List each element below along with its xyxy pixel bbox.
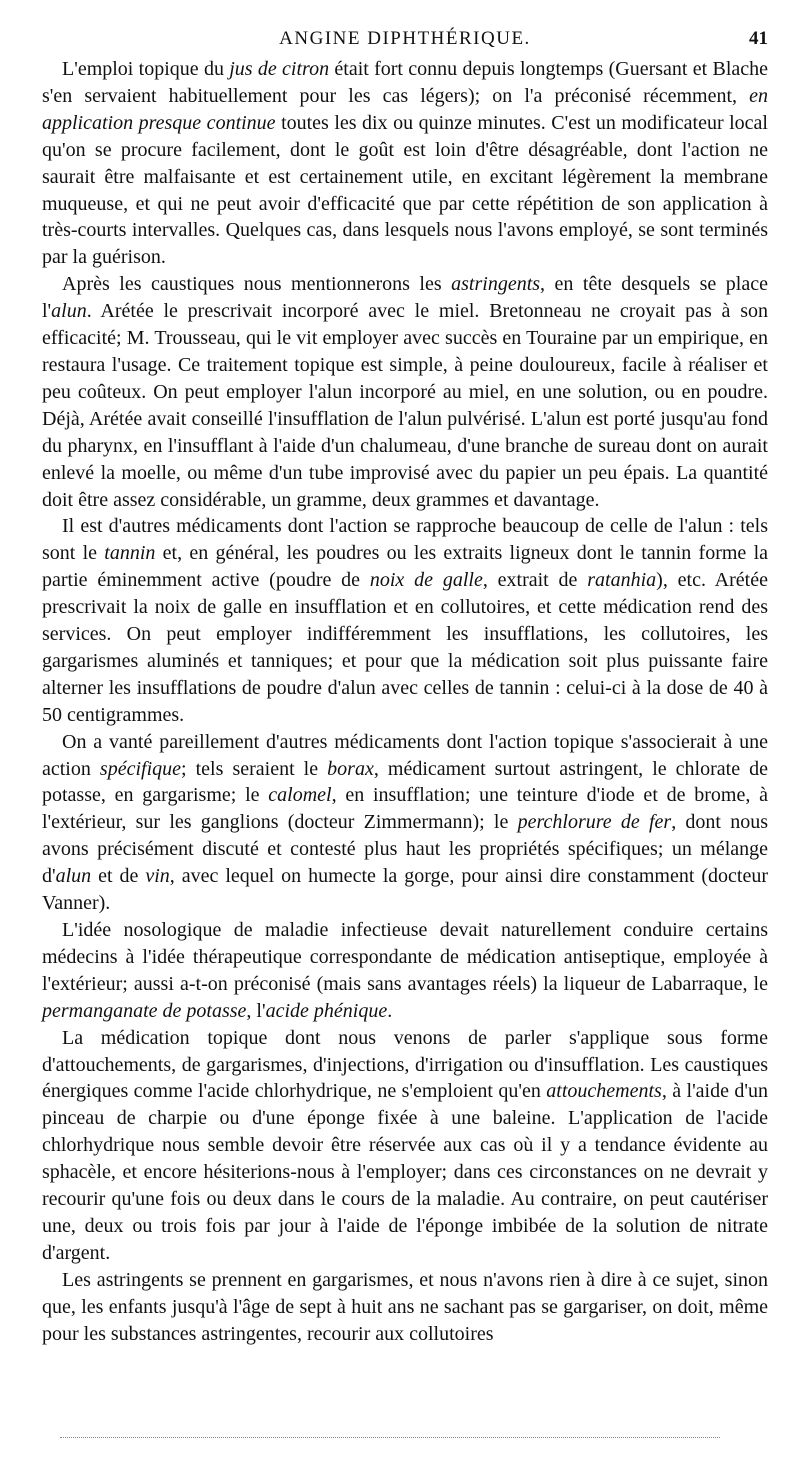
text-run: La médication topique dont nous venons de parler s'applique sous forme d'attouchements, de gargarismes, d'injections, d'irrigation ou d'insufflation. Les caustiques énergiques comme l'acide chlorhydrique, ne s'emploient qu'en [42,1026,768,1103]
paragraph [42,56,768,271]
paragraph [42,1025,768,1267]
italic-term: perchlorure de fer [517,811,672,834]
italic-term: vin [145,865,170,888]
text-run: ), etc. Arétée prescrivait la noix de galle en insufflation et en collutoires, et cette médication rend des services. On peut employer indifféremment les insufflations, les collutoires, les gargarismes aluminés et tanniques; et pour que la médication soit plus puissante faire alterner les insufflations de poudre d'alun avec celles de tannin : celui-ci à la dose de 40 à 50 centigrammes. [42,569,768,726]
text-run: , médicament surtout astringent, le chlorate de potasse, en gargarisme; le [42,757,769,807]
italic-term: noix de galle [369,569,483,592]
text-run: Les astringents se prennent en gargarismes, et nous n'avons rien à dire à ce sujet, sinon que, les enfants jusqu'à l'âge de sept à huit ans ne sachant pas se gargariser, on doit, même pour les substances astringentes, recourir aux collutoires [42,1268,768,1345]
text-run: On a vanté pareillement d'autres médicaments dont l'action topique s'associerait à une action [42,730,768,780]
italic-term: jus de citron [229,58,330,80]
italic-term: permanganate de potasse [42,999,247,1022]
italic-term: spécifique [99,757,182,780]
footer-dotted-rule [60,1437,720,1438]
text-run: , extrait de [482,569,588,592]
italic-term: calomel [268,784,332,807]
text-run: ; tels seraient le [181,757,328,780]
text-run: , avec lequel on humecte la gorge, pour ainsi dire constamment (docteur Vanner). [42,865,768,915]
italic-term: attouchements [546,1080,662,1103]
italic-term: alun [51,300,87,323]
text-run: et de [91,865,146,888]
running-title: ANGINE DIPHTHÉRIQUE. [279,28,531,49]
text-run: , en tête desquels se place l' [42,273,768,323]
italic-term: acide phénique [265,999,388,1022]
paragraph [42,1267,768,1348]
paragraph [42,917,768,1025]
paragraph [42,513,768,728]
italic-term: alun [55,865,92,888]
text-run: , l' [246,999,266,1022]
text-run: , dont nous avons précisément discuté et contesté plus haut les propriétés spécifiques; un mélange d' [42,811,768,888]
text-run: L'emploi topique du [62,58,230,80]
page-number: 41 [749,28,768,49]
text-run: , à l'aide d'un pinceau de charpie ou d'une éponge fixée à une baleine. L'application de l'acide chlorhydrique nous semble devoir être réservée aux cas où il y a tendance évidente au sphacèle, et encore hésiterions-nous à l'employer; dans ces circonstances on ne devrait y recourir qu'une fois ou deux dans le cours de la maladie. Au contraire, on peut cautériser une, deux ou trois fois par jour à l'aide de l'éponge imbibée de la solution de nitrate d'argent. [42,1080,768,1264]
text-run: Après les caustiques nous mentionnerons les [62,273,452,296]
document-page [42,28,768,1348]
italic-term: ratanhia [587,569,657,592]
text-run: , en insufflation; une teinture d'iode et de brome, à l'extérieur, sur les ganglions (docteur Zimmermann); le [42,784,768,834]
italic-term: borax [327,757,374,780]
text-run: Il est d'autres médicaments dont l'action se rapproche beaucoup de celle de l'alun : tels sont le [42,515,768,565]
italic-term: astringents [451,273,541,296]
paragraph [42,729,768,917]
text-run: . Arétée le prescrivait incorporé avec le miel. Bretonneau ne croyait pas à son efficacité; M. Trousseau, qui le vit employer avec succès en Touraine par un empirique, en restaura l'usage. Ce traitement topique est simple, à peine douloureux, facile à réaliser et peu coûteux. On peut employer l'alun incorporé au miel, en une solution, ou en poudre. Déjà, Arétée avait conseillé l'insufflation de l'alun pulvérisé. L'alun est porté jusqu'au fond du pharynx, en l'insufflant à l'aide d'un chalumeau, d'une branche de sureau dont on aurait enlevé la moelle, ou même d'un tube improvisé avec du papier un peu épais. La quantité doit être assez considérable, un gramme, deux grammes et davantage. [42,300,768,511]
paragraph [42,271,768,513]
text-run: était fort connu depuis longtemps (Guersant et Blache s'en servaient habituellement pour les cas légers); on l'a préconisé récemment, [42,58,769,107]
italic-term: tannin [104,542,156,565]
italic-term: en application presque continue [42,84,768,134]
text-run: . [387,999,393,1022]
running-head [42,28,768,56]
text-run: L'idée nosologique de maladie infectieuse devait naturellement conduire certains médecins à l'idée thérapeutique correspondante de médication antiseptique, employée à l'extérieur; aussi a-t-on préconisé (mais sans avantages réels) la liqueur de Labarraque, le [42,919,768,995]
body-text [42,56,768,1348]
text-run: toutes les dix ou quinze minutes. C'est un modificateur local qu'on se procure facilement, dont le goût est loin d'être désagréable, dont l'action ne saurait être malfaisante et est certainement utile, en excitant légèrement la membrane muqueuse, et qui ne peut avoir d'efficacité que par cette répétition de son application à très-courts intervalles. Quelques cas, dans lesquels nous l'avons employé, se sont terminés par la guérison. [42,111,768,269]
text-run: et, en général, les poudres ou les extraits ligneux dont le tannin forme la partie éminemment active (poudre de [42,542,768,592]
